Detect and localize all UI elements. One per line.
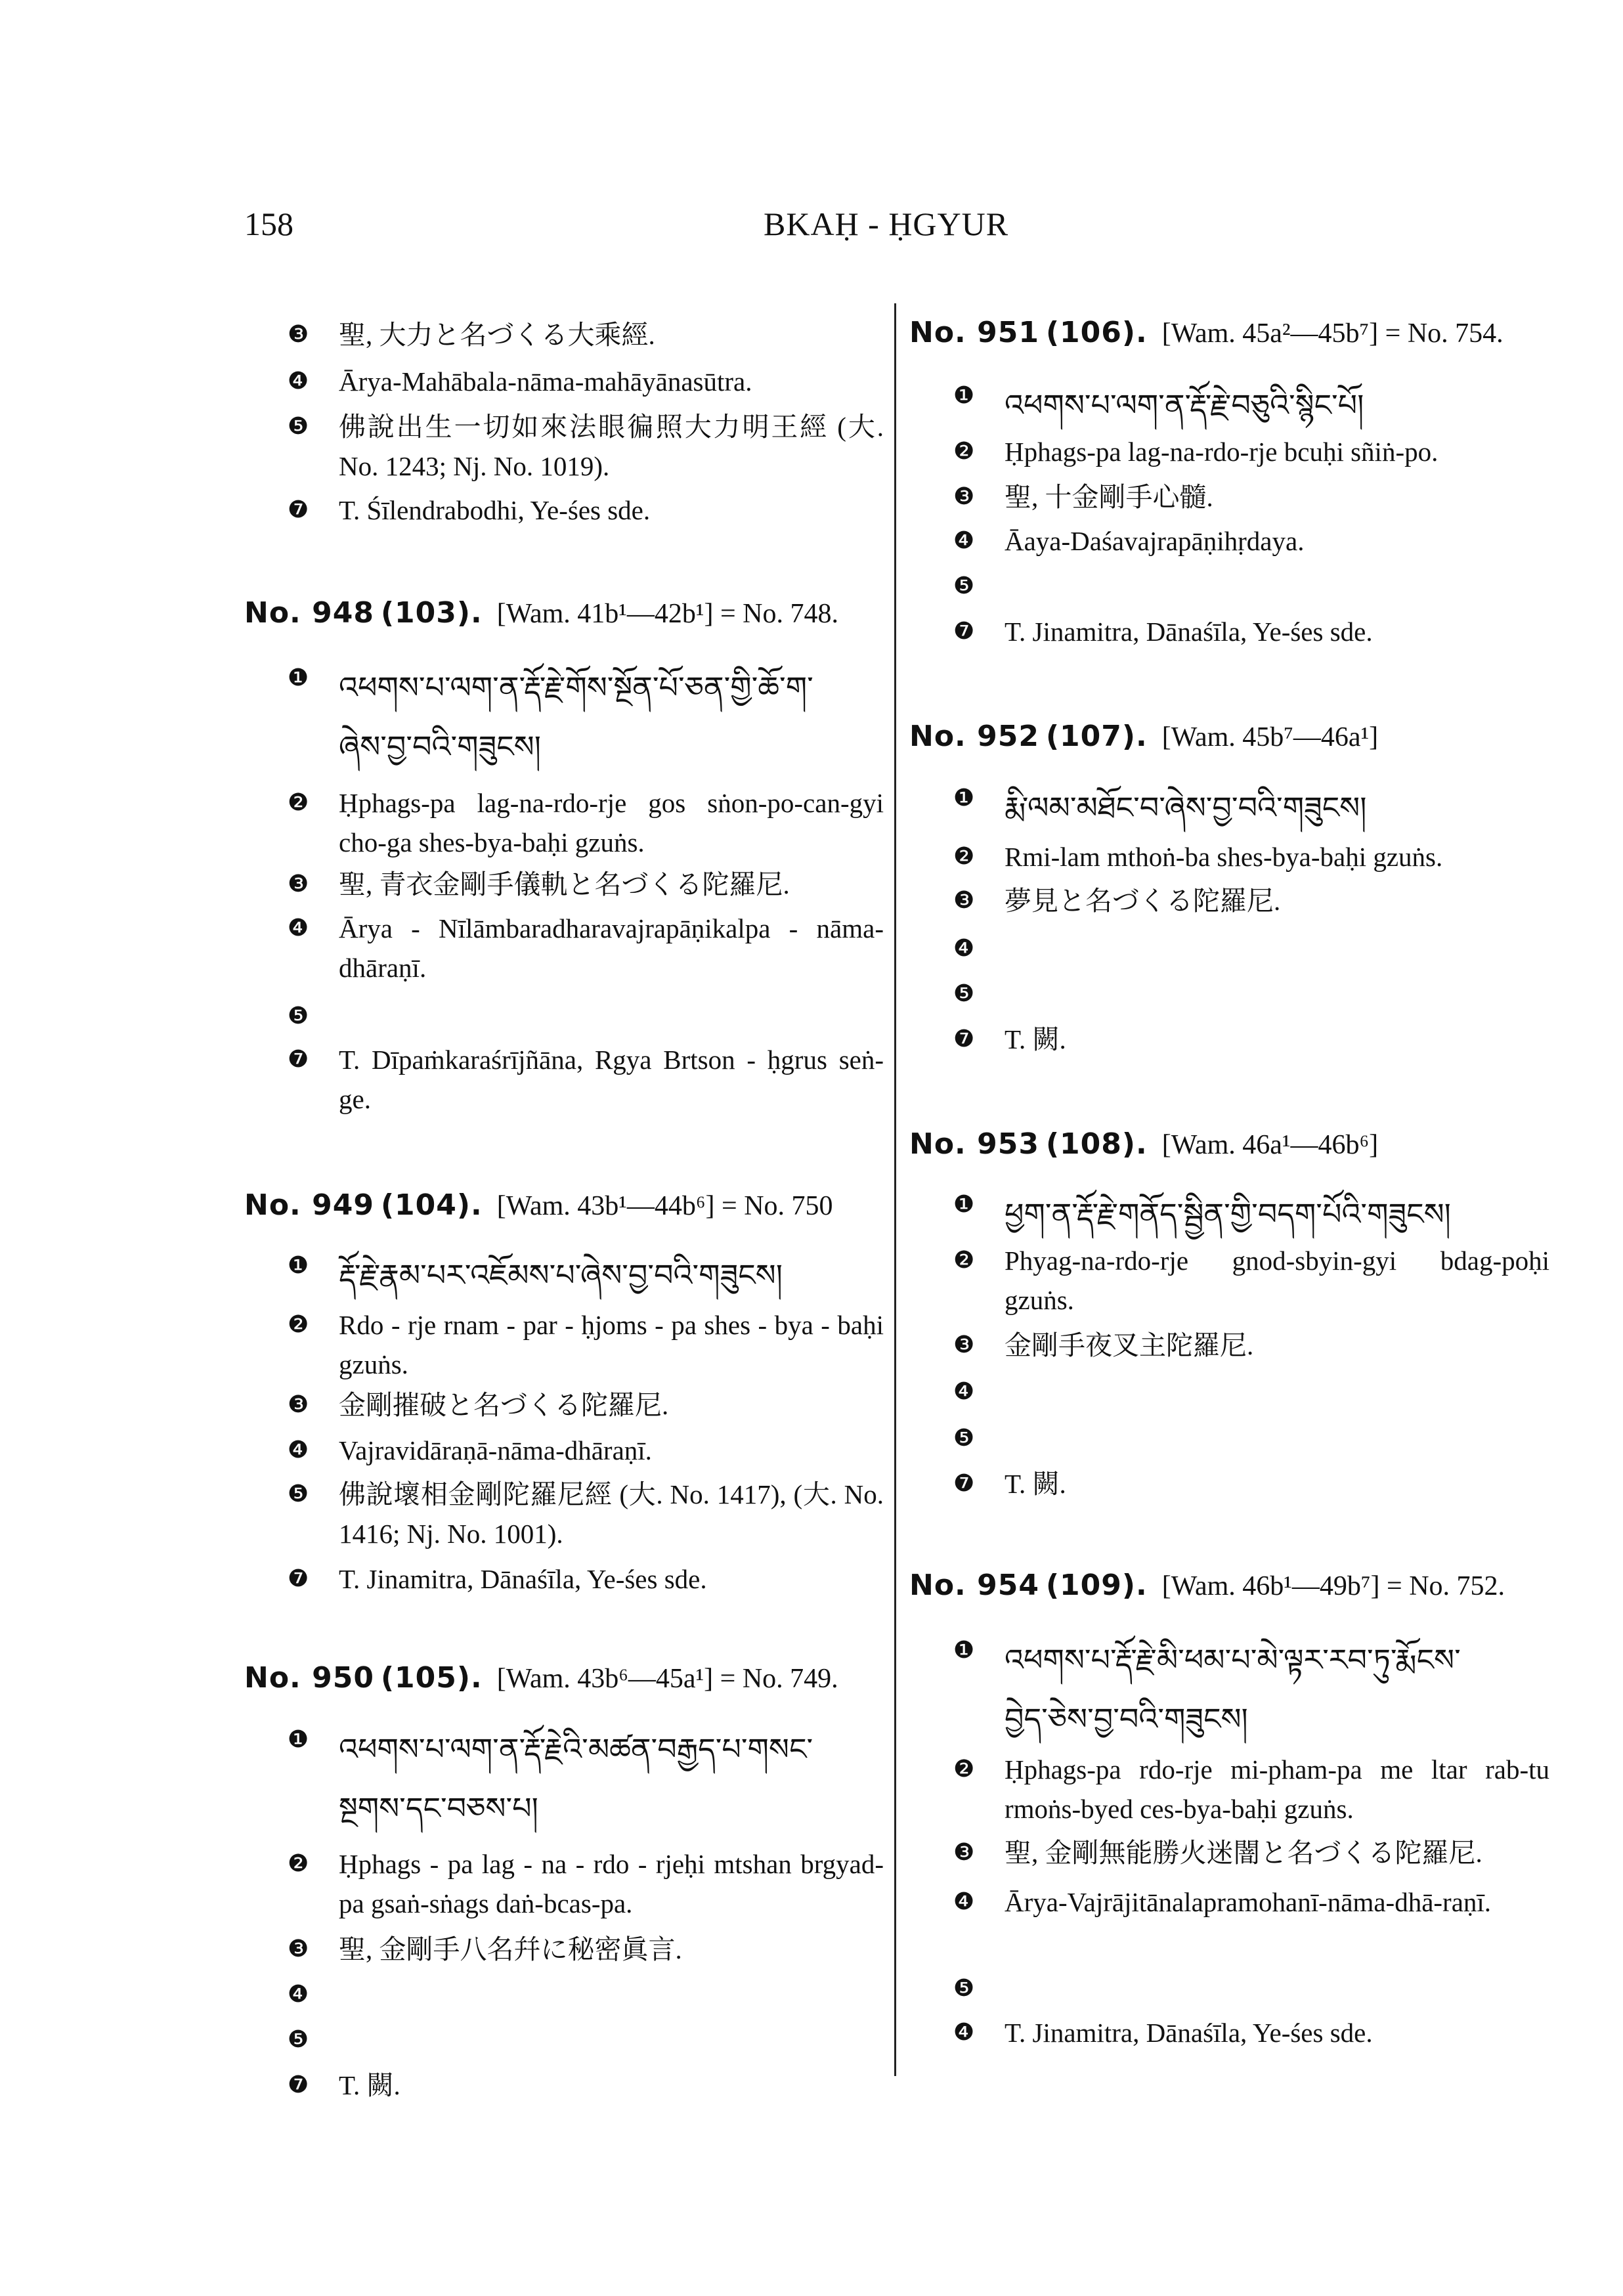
entry-heading — [909, 1128, 1378, 1161]
circled-number-icon: ❹ — [288, 1981, 309, 2008]
entry-reference: [Wam. 41b¹—42b¹] = No. 748. — [496, 599, 838, 629]
circled-number-icon: ❸ — [288, 1391, 309, 1418]
circled-number-icon: ❷ — [288, 1311, 309, 1338]
entry-subnumber: (107). — [1045, 720, 1148, 753]
entry-number: No. 948 — [244, 596, 374, 630]
circled-number-icon: ❹ — [953, 1888, 975, 1915]
circled-number-icon: ❺ — [288, 1003, 309, 1029]
entry-heading — [244, 1189, 833, 1223]
entry-text: འཕགས་པ་རྡོ་རྗེ་མི་ཕམ་པ་མེ་ལྟར་རབ་ཏུ་རྨོངས་ — [1005, 1643, 1461, 1677]
entry-text: T. Śīlendrabodhi, Ye-śes sde. — [339, 495, 651, 525]
entry-text: 佛說出生一切如來法眼徧照大力明王經 (大. No. 1243; Nj. No. 1019). — [339, 412, 884, 481]
circled-number-icon: ❺ — [953, 980, 975, 1007]
entry-text: Rdo - rje rnam - par - ḥjoms - pa shes - bya - baḥi gzuṅs. — [339, 1310, 884, 1379]
entry-text: 聖, 十金剛手心髓. — [1005, 482, 1213, 512]
entry-heading — [909, 1569, 1505, 1603]
circled-number-icon: ❸ — [953, 483, 975, 510]
entry-reference: [Wam. 43b⁶—45a¹] = No. 749. — [496, 1664, 838, 1694]
entry-text: Ārya-Vajrājitānalapramohanī-nāma-dhā-raṇī. — [1005, 1887, 1492, 1917]
entry-text: Vajravidāraṇā-nāma-dhāraṇī. — [339, 1435, 652, 1465]
circled-number-icon: ❹ — [953, 2019, 975, 2046]
circled-number-icon: ❼ — [288, 2071, 309, 2098]
entry-text: T. 闕. — [339, 2070, 400, 2100]
entry-text: T. Dīpaṁkaraśrījñāna, Rgya Brtson - ḥgrus seṅ-ge. — [339, 1045, 884, 1114]
circled-number-icon: ❷ — [953, 843, 975, 870]
entry-reference: [Wam. 45b⁷—46a¹] — [1161, 722, 1379, 752]
running-title: BKAḤ - ḤGYUR — [764, 206, 1009, 242]
entry-text: Rmi-lam mthoṅ-ba shes-bya-baḥi gzuṅs. — [1005, 842, 1443, 872]
circled-number-icon: ❹ — [953, 935, 975, 962]
entry-text: Ārya-Mahābala-nāma-mahāyānasūtra. — [339, 366, 752, 397]
circled-number-icon: ❶ — [288, 1252, 309, 1279]
circled-number-icon: ❸ — [288, 321, 309, 348]
entry-reference: [Wam. 46a¹—46b⁶] — [1161, 1130, 1379, 1160]
circled-number-icon: ❶ — [953, 1637, 975, 1664]
entry-text: འཕགས་པ་ལག་ན་རྡོ་རྗེའི་མཚན་བརྒྱད་པ་གསང་ — [339, 1733, 813, 1766]
entry-text: 夢見と名づくる陀羅尼. — [1005, 886, 1281, 916]
circled-number-icon: ❼ — [953, 618, 975, 645]
entry-text: T. 闕. — [1005, 1024, 1066, 1054]
entry-text: རྡོ་རྗེ་རྣམ་པར་འཇོམས་པ་ཞེས་བྱ་བའི་གཟུངས། — [339, 1259, 783, 1292]
entry-text-continued: སྔགས་དང་བཅས་པ། — [339, 1792, 538, 1825]
column-divider — [894, 303, 896, 2076]
entry-text: Ḥphags-pa rdo-rje mi-pham-pa me ltar rab-tu rmoṅs-byed ces-bya-baḥi gzuṅs. — [1005, 1754, 1549, 1824]
entry-subnumber: (109). — [1045, 1569, 1148, 1602]
circled-number-icon: ❷ — [953, 1247, 975, 1274]
circled-number-icon: ❸ — [953, 887, 975, 914]
entry-number: No. 950 — [244, 1661, 374, 1695]
circled-number-icon: ❶ — [953, 382, 975, 409]
circled-number-icon: ❺ — [953, 1975, 975, 2002]
entry-text: 聖, 大力と名づくる大乘經. — [339, 320, 655, 350]
circled-number-icon: ❺ — [953, 573, 975, 599]
entry-text: Āaya-Daśavajrapāṇihṛdaya. — [1005, 526, 1305, 556]
circled-number-icon: ❷ — [953, 438, 975, 465]
entry-number: No. 951 — [909, 316, 1039, 349]
circled-number-icon: ❼ — [288, 1046, 309, 1073]
entry-text: 聖, 金剛無能勝火迷闇と名づくる陀羅尼. — [1005, 1838, 1482, 1868]
circled-number-icon: ❼ — [288, 1565, 309, 1592]
circled-number-icon: ❸ — [288, 1936, 309, 1962]
circled-number-icon: ❺ — [288, 2026, 309, 2053]
entry-number: No. 953 — [909, 1127, 1039, 1161]
circled-number-icon: ❷ — [288, 1850, 309, 1877]
circled-number-icon: ❷ — [953, 1756, 975, 1783]
entry-text: ཕྱག་ན་རྡོ་རྗེ་གནོད་སྦྱིན་གྱི་བདག་པོའི་གཟུངས། — [1005, 1198, 1451, 1231]
entry-text: Ḥphags-pa lag-na-rdo-rje bcuḥi sñiṅ-po. — [1005, 437, 1439, 467]
entry-subnumber: (104). — [380, 1188, 483, 1222]
circled-number-icon: ❼ — [288, 496, 309, 523]
entry-text: Ḥphags - pa lag - na - rdo - rjeḥi mtshan brgyad-pa gsaṅ-sṅags daṅ-bcas-pa. — [339, 1849, 884, 1918]
entry-text: Phyag-na-rdo-rje gnod-sbyin-gyi bdag-poḥi gzuṅs. — [1005, 1245, 1549, 1315]
entry-text: T. Jinamitra, Dānaśīla, Ye-śes sde. — [1005, 2018, 1373, 2048]
entry-heading — [244, 597, 838, 630]
circled-number-icon: ❺ — [953, 1425, 975, 1452]
entry-subnumber: (108). — [1045, 1127, 1148, 1161]
entry-heading — [244, 1662, 838, 1695]
entry-text: T. Jinamitra, Dānaśīla, Ye-śes sde. — [339, 1564, 707, 1594]
circled-number-icon: ❸ — [953, 1839, 975, 1866]
entry-text-continued: ཞེས་བྱ་བའི་གཟུངས། — [339, 730, 541, 764]
entry-subnumber: (103). — [380, 596, 483, 630]
entry-text: འཕགས་པ་ལག་ན་རྡོ་རྗེ་གོས་སྔོན་པོ་ཅན་གྱི་ཆོ་ག་ — [339, 671, 813, 704]
circled-number-icon: ❹ — [288, 368, 309, 395]
entry-text-continued: བྱེད་ཅེས་བྱ་བའི་གཟུངས། — [1005, 1702, 1248, 1736]
circled-number-icon: ❹ — [288, 915, 309, 942]
circled-number-icon: ❶ — [953, 1191, 975, 1218]
entry-number: No. 949 — [244, 1188, 374, 1222]
circled-number-icon: ❸ — [953, 1332, 975, 1358]
entry-text: 聖, 青衣金剛手儀軌と名づくる陀羅尼. — [339, 869, 790, 899]
circled-number-icon: ❶ — [288, 664, 309, 691]
entry-subnumber: (106). — [1045, 316, 1148, 349]
page-number: 158 — [244, 206, 293, 242]
entry-text: 佛說壞相金剛陀羅尼經 (大. No. 1417), (大. No. 1416; Nj. No. 1001). — [339, 1479, 884, 1549]
entry-text: རྨི་ལམ་མཐོང་བ་ཞེས་བྱ་བའི་གཟུངས། — [1005, 791, 1367, 825]
entry-text: འཕགས་པ་ལག་ན་རྡོ་རྗེ་བཅུའི་སྙིང་པོ། — [1005, 389, 1364, 422]
entry-heading — [909, 316, 1504, 350]
entry-number: No. 952 — [909, 720, 1039, 753]
entry-text: 金剛手夜叉主陀羅尼. — [1005, 1330, 1254, 1360]
entry-heading — [909, 720, 1378, 754]
circled-number-icon: ❹ — [288, 1437, 309, 1463]
circled-number-icon: ❶ — [288, 1726, 309, 1753]
circled-number-icon: ❼ — [953, 1026, 975, 1052]
entry-reference: [Wam. 45a²—45b⁷] = No. 754. — [1161, 318, 1504, 349]
circled-number-icon: ❶ — [953, 785, 975, 812]
entry-number: No. 954 — [909, 1569, 1039, 1602]
entry-reference: [Wam. 46b¹—49b⁷] = No. 752. — [1161, 1571, 1505, 1601]
circled-number-icon: ❹ — [953, 527, 975, 554]
circled-number-icon: ❷ — [288, 789, 309, 816]
circled-number-icon: ❺ — [288, 413, 309, 440]
circled-number-icon: ❼ — [953, 1470, 975, 1497]
entry-text: 金剛摧破と名づくる陀羅尼. — [339, 1390, 669, 1420]
entry-subnumber: (105). — [380, 1661, 483, 1695]
entry-text: Ḥphags-pa lag-na-rdo-rje gos sṅon-po-can-gyi cho-ga shes-bya-baḥi gzuṅs. — [339, 788, 884, 857]
circled-number-icon: ❺ — [288, 1481, 309, 1507]
entry-text: T. Jinamitra, Dānaśīla, Ye-śes sde. — [1005, 617, 1373, 647]
entry-text: 聖, 金剛手八名幷に秘密眞言. — [339, 1934, 682, 1964]
circled-number-icon: ❹ — [953, 1378, 975, 1405]
entry-text: T. 闕. — [1005, 1469, 1066, 1499]
circled-number-icon: ❸ — [288, 871, 309, 898]
entry-text: Ārya - Nīlāmbaradharavajrapāṇikalpa - nāma-dhāraṇī. — [339, 913, 884, 983]
entry-reference: [Wam. 43b¹—44b⁶] = No. 750 — [496, 1191, 833, 1221]
